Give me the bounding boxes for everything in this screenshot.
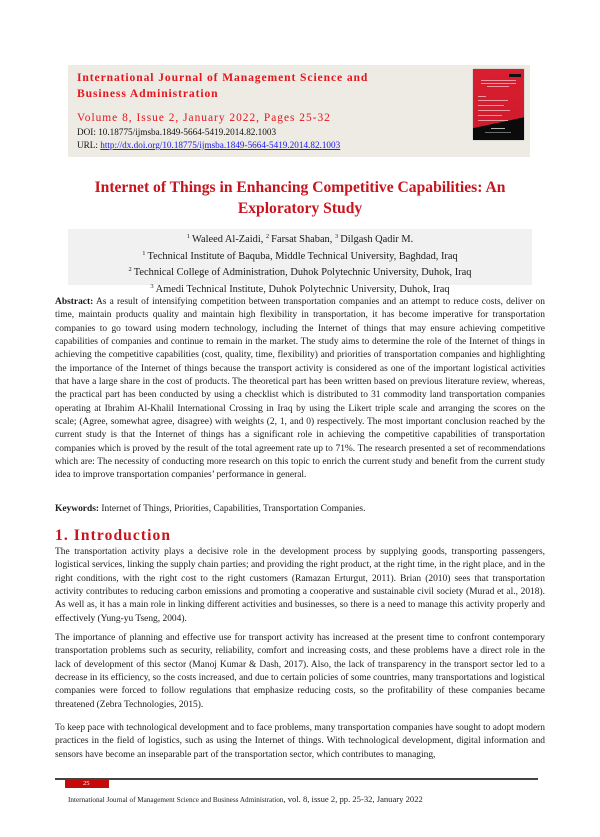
cover-decoration [478,120,508,121]
url-label: URL: [77,140,98,150]
intro-paragraph: The transportation activity plays a decisive role in the development process by supplying goods, transporting passengers, logistical services, linking the supply chain parties; and providing the right product, at the right time, in the right place, and in the right conditions, with the right cost to the right customers (Ramazan Erturgut, 2011). Brian (2010) sees that transportation activity contributes to reducing carbon emissions and promoting a cooperative and sustainable civil society (Murad et al., 2018). As well as, it has a main role in linking different activities and businesses, so there is a need to manage this activity properly and effectively (Yung-yu Tseng, 2004). [55,547,545,624]
cover-decoration [487,86,509,87]
affiliation-number: 3 [150,282,154,290]
author-number: 3 [334,233,339,240]
doi-line [77,127,276,137]
keywords [55,503,545,516]
affiliation [68,263,532,280]
affiliation [68,247,532,264]
keywords-text: Internet of Things, Priorities, Capabilities, Transportation Companies. [101,504,366,514]
cover-decoration [481,83,516,84]
section-heading-introduction: 1. Introduction [55,527,172,544]
cover-decoration [478,96,486,97]
doi-label: DOI: [77,127,96,137]
keywords-label: Keywords: [55,504,100,514]
author-name: Dilgash Qadir M. [340,234,414,245]
cover-decoration [478,110,510,111]
cover-decoration [485,132,511,133]
doi-url-link[interactable]: http://dx.doi.org/10.18775/ijmsba.1849-5664-5419.2014.82.1003 [100,140,341,150]
journal-cover-image [473,69,524,140]
abstract-text: As a result of intensifying competition between transportation companies and an attempt to reduce costs, deliver on time, maintain products quality and maintain high flexibility in transportation, it has become imperative for transportation companies to go toward using modern technology, including the Internet of things that may ensure achieving competitive capabilities of companies and continue to remain in the market. The study aims to determine the role of the Internet of things in achieving the competitive capabilities (cost, quality, time, flexibility) and priorities of transportation companies and highlighting the importance of the Internet of things because the transport activity is considered as one of the important logistical activities that have a large share in the cost of products. The theoretical part has been written based on previous literature review, whereas, the practical part has been conducted by using a checklist which is distributed to 31 commodity land transportation companies operating at Ibrahim Al-Khalil International Crossing in Iraq by using the Likert triple scale and arranging the scores on the scale; (Agree, somewhat agree, disagree) with weights (2, 1, and 0) respectively. The most important conclusion reached by the current study is that the Internet of things has a significant role in achieving the competitive capabilities of transportation companies which is proved by the result of the total agreement rate up to 71%. The research presented a set of recommendations which are: The necessity of conducting more research on this topic to enrich the current study and benefit from the current study idea to improve transportation companies’ performance in general. [55,297,545,481]
affiliation-text: Technical College of Administration, Duhok Polytechnic University, Duhok, Iraq [133,267,472,278]
journal-header [68,65,530,157]
url-line [77,140,340,150]
article-title: Internet of Things in Enhancing Competitive Capabilities: An Exploratory Study [94,179,506,217]
journal-name: International Journal of Management Science and Business Administration [77,71,369,100]
abstract-label: Abstract: [55,297,94,307]
footer-issue-info: , vol. 8, issue 2, pp. 25-32, January 2022 [283,794,423,804]
doi-value: 10.18775/ijmsba.1849-5664-5419.2014.82.1003 [98,127,277,137]
cover-tag [509,74,521,77]
author-name: Farsat Shaban [271,234,330,245]
footer-citation [68,794,423,804]
cover-decoration [478,105,504,106]
affiliation-text: Amedi Technical Institute, Duhok Polytechnic University, Duhok, Iraq [155,283,450,295]
cover-decoration [481,80,516,81]
page-number-badge: 25 [65,779,109,788]
volume-issue-line: Volume 8, Issue 2, January 2022, Pages 25-32 [77,112,331,124]
author-number: 2 [265,233,270,240]
affiliation-number: 1 [142,249,146,257]
abstract [55,296,545,483]
cover-decoration [491,128,505,129]
intro-paragraph: The importance of planning and effective use for transport activity has increased at the present time to confront contemporary transportation problems such as security, reliability, comfort and increasing costs, and these problems have a direct role in the lack of development of this sector (Manoj Kumar & Dash, 2017). Also, the lack of transparency in the transport sector led to a decrease in its efficiency, so the costs increased, and due to certain policies of some countries, many transportations and logistical companies were forced to follow regulations that emphasize reducing costs, so the profitability of these companies became threatened (Zebra Technologies, 2015). [55,633,545,710]
author-list: $^1$ Waleed Al-Zaidi, $^2$ Farsat Shaban, $^3$ Dilgash Qadir M. [186,233,414,245]
authors-affiliations [68,229,532,295]
affiliation-number: 2 [128,266,132,273]
footer-divider [55,778,538,780]
author-number: 1 [186,233,191,240]
intro-paragraph: To keep pace with technological development and to face problems, many transportation companies have sought to adopt modern practices in the field of logistics, such as using the Internet of things. With technological development, digital information and sensors have become an inseparable part of the transportation sector, which contributes to managing, [55,723,545,760]
cover-decoration [478,100,508,101]
affiliation [68,280,532,297]
author-name: Waleed Al-Zaidi [192,234,261,245]
footer-journal-name: International Journal of Management Science and Business Administration [68,796,284,804]
cover-decoration [478,115,502,116]
affiliation-text: Technical Institute of Baquba, Middle Technical University, Baghdad, Iraq [147,250,458,262]
